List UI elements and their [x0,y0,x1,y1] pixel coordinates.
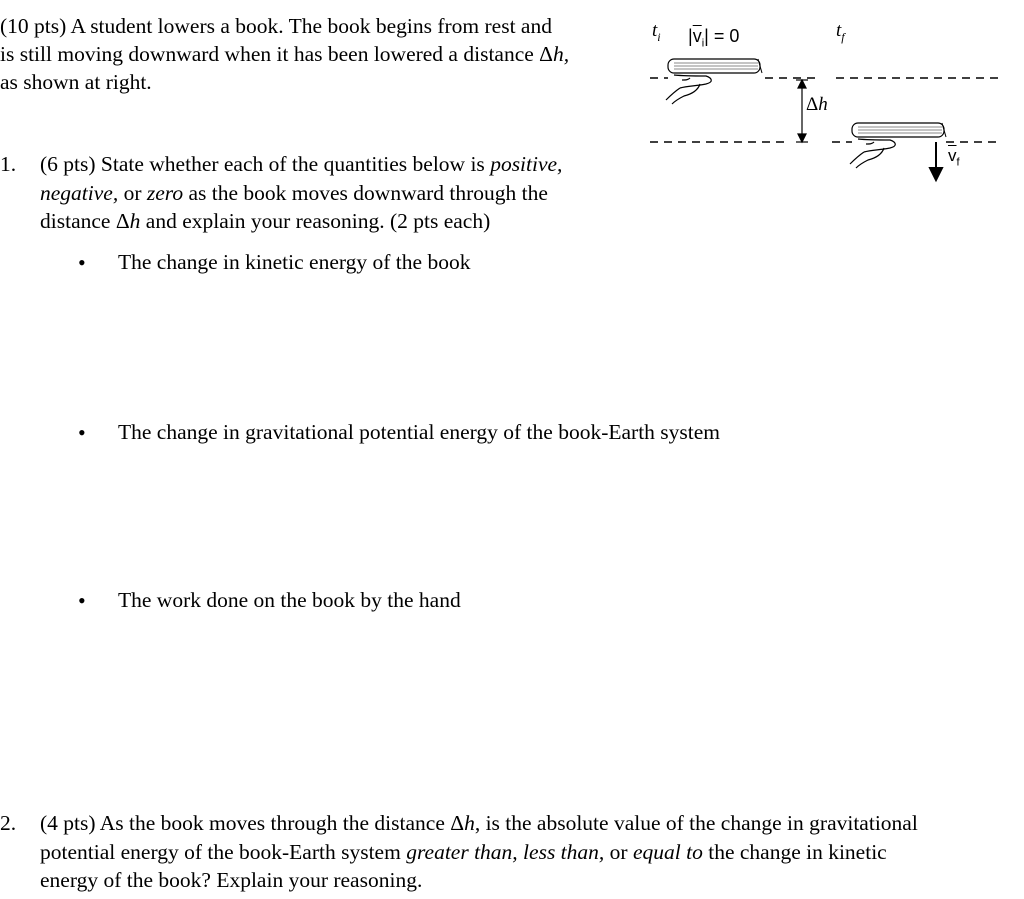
question-1-line-3 [40,207,562,236]
final-time-label [836,20,845,45]
initial-velocity-sub: i [701,37,705,50]
question-2-number: 2. [0,811,17,835]
intro-paragraph [0,12,569,96]
question-1-line-1 [40,150,562,179]
initial-time-t: t [652,20,658,41]
initial-velocity-v: $\overline{v}$ [692,26,702,46]
delta-h-delta: Δ [806,94,819,115]
question-1-line-2-rest: as the book moves downward through the [183,180,548,205]
initial-time-label [652,20,661,45]
question-1-or: or [118,180,147,205]
question-1-line-3-pre: distance Δ [40,209,130,233]
bullet-dot: • [78,250,86,275]
delta-h-label [806,94,828,116]
question-2-line-3: energy of the book? Explain your reasoning. [40,868,423,892]
initial-velocity-equals-zero: | = 0 [704,26,740,46]
final-velocity-arrow [930,142,942,180]
final-velocity-v: $\overline{v}$ [948,146,957,165]
question-1-h-var: h [129,209,141,233]
final-time-sub: f [841,29,845,44]
final-time-t: t [836,20,842,41]
question-2-prompt [40,809,918,895]
question-1-negative: negative, [40,180,119,205]
book-lowering-figure [640,18,1024,198]
question-1-prompt [40,150,562,236]
delta-h-var: h [818,94,828,115]
final-velocity-label [948,146,960,168]
final-book-icon [852,123,946,137]
intro-delta-h-var: h, [553,42,570,66]
question-1-number: 1. [0,152,17,176]
initial-velocity-abs-open: | [688,26,693,46]
intro-line-1: (10 pts) A student lowers a book. The book begins from rest and [0,14,552,38]
question-2-line-2-rest: the change in kinetic [702,839,887,864]
question-2-line-1 [40,809,918,838]
bullet-text: The change in gravitational potential energy of the book-Earth system [118,420,721,444]
question-1-line-2 [40,179,562,208]
bullet-text: The work done on the book by the hand [118,588,461,612]
question-1-zero: zero [146,180,184,205]
bullet-dot: • [78,588,86,613]
intro-line-3: as shown at right. [0,70,152,94]
intro-line-2 [0,40,569,68]
initial-time-sub: i [657,29,661,44]
question-2-line-1-pre: (4 pts) As the book moves through the distance Δ [40,811,465,835]
final-hand-icon [850,139,895,168]
question-1-line-1-text: (6 pts) State whether each of the quantities below is [40,152,491,176]
question-2-comparisons: greater than, less than, [406,839,605,864]
bullet-dot: • [78,420,86,445]
bullet-text: The change in kinetic energy of the book [118,250,471,274]
question-1-line-3-rest: and explain your reasoning. (2 pts each) [140,209,491,233]
intro-line-2-text: is still moving downward when it has been lowered a distance Δ [0,42,553,66]
question-2-or: or [604,839,633,864]
question-2-line-1-rest: , is the absolute value of the change in gravitational [474,811,918,835]
final-velocity-sub: f [956,156,960,169]
bullet-work-by-hand [78,588,878,618]
bullet-potential-energy [78,420,878,450]
question-2-equal-to: equal to [632,839,703,864]
initial-book-icon [668,59,762,73]
question-2-line-2 [40,838,918,867]
question-1-positive: positive, [490,152,563,176]
initial-velocity-label [688,26,739,50]
question-2-h-var: h [464,811,475,835]
question-2-line-2-pre: potential energy of the book-Earth system [40,839,407,864]
bullet-kinetic-energy [78,250,878,280]
initial-hand-icon [666,75,711,104]
